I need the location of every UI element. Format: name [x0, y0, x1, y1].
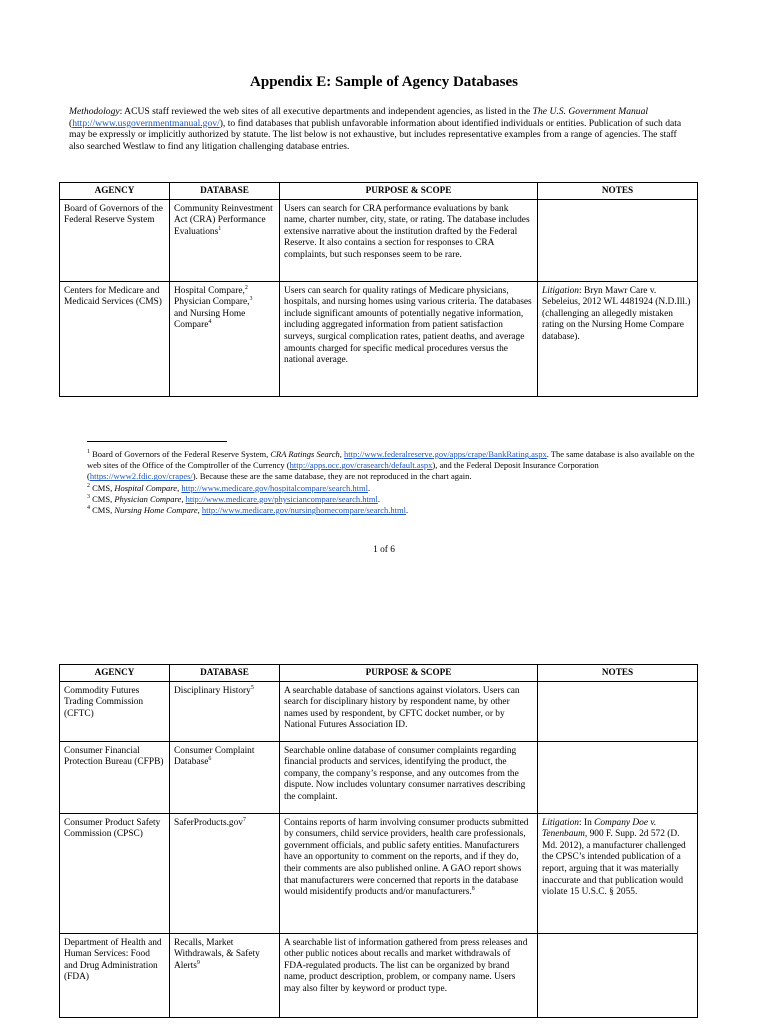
footnote-2 [69, 483, 697, 494]
footnote-ref: 1 [218, 225, 222, 232]
footnote-title: CRA Ratings Search [270, 449, 340, 459]
footnotes [69, 449, 697, 516]
database-cell [170, 933, 280, 1017]
footnote-text: , [177, 482, 182, 493]
footnote-text: CMS, [90, 482, 115, 493]
table-row [60, 813, 698, 933]
agency-cell: Board of Governors of the Federal Reserve System [60, 199, 170, 281]
footnote-link[interactable]: http://www.medicare.gov/physiciancompare/search.html [185, 493, 378, 504]
footnote-ref: 7 [243, 816, 246, 823]
database-cell [170, 741, 280, 813]
page-separator [0, 600, 768, 610]
notes-cell [538, 933, 698, 1017]
database-name: Consumer Complaint Database [174, 745, 255, 768]
agency-cell: Consumer Product Safety Commission (CPSC) [60, 813, 170, 933]
table-row [60, 681, 698, 741]
methodology-label: Methodology [69, 106, 120, 117]
methodology-text-2: ( [69, 117, 73, 129]
footnote-number: 2 [87, 482, 90, 489]
footnote-text: Board of Governors of the Federal Reserve System, [90, 449, 271, 459]
methodology-text-1: : ACUS staff reviewed the web sites of all executive departments and independent agencies, as listed in the [119, 106, 533, 117]
database-cell [170, 281, 280, 396]
agency-table-page-1 [59, 182, 698, 397]
notes-cell [538, 281, 698, 396]
footnote-ref: 4 [208, 319, 212, 326]
agency-table-page-2 [59, 664, 698, 1018]
footnote-title: Physician Compare [114, 493, 182, 504]
footnote-link[interactable]: http://www.medicare.gov/nursinghomecompare/search.html [201, 505, 406, 516]
notes-cell [538, 741, 698, 813]
purpose-cell [280, 681, 538, 741]
footnote-text: ), and the Federal Deposit Insurance Corporation ( [87, 460, 599, 482]
purpose-text: A searchable database of sanctions against violators. Users can search for disciplinary history by respondent name, by other names used by respondent, by CFTC docket number, or by National Futures Association ID. [284, 685, 520, 731]
header-notes: NOTES [538, 183, 698, 200]
case-name: Company Doe v. Tenenbaum [542, 817, 657, 840]
footnote-3 [69, 494, 697, 505]
notes-cell [538, 199, 698, 281]
database-cell [170, 681, 280, 741]
purpose-cell [280, 741, 538, 813]
database-name: Physician Compare, [174, 297, 250, 308]
agency-cell: Commodity Futures Trading Commission (CFTC) [60, 681, 170, 741]
header-purpose: PURPOSE & SCOPE [280, 665, 538, 682]
notes-label: Litigation [542, 817, 579, 828]
page-title: Appendix E: Sample of Agency Databases [250, 74, 518, 90]
footnote-4 [69, 505, 697, 516]
footnote-text: , [197, 505, 202, 516]
header-database: DATABASE [170, 183, 280, 200]
purpose-cell: Users can search for CRA performance evaluations by bank name, charter number, city, state, or rating. The database includes extensive narrative about the institution drafted by the Federal Reserve. It also contains a section for responses to CRA complaints, but such responses seem to be rare. [280, 199, 538, 281]
footnote-ref: 9 [196, 959, 200, 966]
footnote-1 [69, 449, 697, 483]
database-name: and Nursing Home Compare [174, 308, 246, 331]
database-cell [170, 199, 280, 281]
footnote-number: 4 [87, 505, 90, 512]
footnote-text: . [377, 493, 380, 504]
table-header-row [60, 183, 698, 200]
methodology-paragraph [69, 106, 689, 152]
database-name: Hospital Compare, [174, 285, 245, 296]
header-agency: AGENCY [60, 665, 170, 682]
manual-title: The U.S. Government Manual [532, 106, 649, 117]
agency-cell: Consumer Financial Protection Bureau (CFPB) [60, 741, 170, 813]
footnote-link[interactable]: http://apps.occ.gov/crasearch/default.aspx [289, 460, 433, 471]
database-name: SaferProducts.gov [174, 817, 243, 828]
footnote-ref: 2 [244, 284, 248, 291]
footnote-text: , [339, 449, 345, 459]
header-purpose: PURPOSE & SCOPE [280, 183, 538, 200]
agency-cell: Centers for Medicare and Medicaid Services (CMS) [60, 281, 170, 396]
footnote-text: ). Because these are the same database, they are not reproduced in the chart again. [192, 471, 472, 482]
notes-text: , 900 F. Supp. 2d 572 (D. Md. 2012), a manufacturer challenged the CPSC’s intended publication of a report, arguing that it was materially inaccurate and that publication would violate 15 U.S.C. § 2055. [542, 829, 686, 898]
footnote-link[interactable]: http://www.federalreserve.gov/apps/crape/BankRating.aspx [344, 449, 547, 459]
manual-link[interactable]: http://www.usgovernmentmanual.gov/ [72, 117, 220, 129]
document-page-2 [0, 610, 768, 1024]
purpose-cell [280, 933, 538, 1017]
page-number: 1 of 6 [373, 545, 395, 555]
notes-cell [538, 681, 698, 741]
table-row [60, 281, 698, 396]
footnote-title: Hospital Compare [114, 482, 178, 493]
footnote-ref: 6 [208, 756, 212, 763]
purpose-text: Contains reports of harm involving consumer products submitted by consumers, child service providers, health care professionals, government officials, and public safety entities. Manufacturers have an opportunity to comment on the reports, and if they do, their comments are also published online. A GAO report shows that manufacturers were concerned that reports in the database would misidentify products and/or manufacturers. [284, 817, 529, 898]
footnote-number: 3 [87, 493, 90, 500]
footnote-text: . [405, 505, 409, 516]
footnote-divider [87, 441, 227, 442]
notes-cell [538, 813, 698, 933]
footnote-ref: 5 [250, 684, 254, 691]
footnote-text: CMS, [90, 493, 115, 504]
header-notes: NOTES [538, 665, 698, 682]
purpose-cell: Users can search for quality ratings of Medicare physicians, hospitals, and nursing homes using various criteria. The databases include significant amounts of potentially negative information, including aggregated information from patient satisfaction surveys, surgical complication rates, patient deaths, and average amounts charged for specific medical procedures versus the national average. [280, 281, 538, 396]
footnote-ref: 8 [471, 886, 475, 893]
database-name: Community Reinvestment Act (CRA) Performance Evaluations [174, 203, 273, 237]
footnote-text: CMS, [90, 505, 115, 516]
footnote-text: . [367, 482, 371, 493]
purpose-cell [280, 813, 538, 933]
table-row [60, 933, 698, 1017]
table-row [60, 741, 698, 813]
footnote-number: 1 [87, 449, 90, 456]
footnote-text: . The same database is also available on the web sites of the Office of the Comptroller of the Currency ( [87, 449, 695, 471]
footnote-link[interactable]: http://www.medicare.gov/hospitalcompare/search.html [181, 482, 368, 493]
footnote-text: , [181, 493, 186, 504]
database-cell [170, 813, 280, 933]
footnote-ref: 3 [249, 296, 253, 303]
table-header-row [60, 665, 698, 682]
footnote-title: Nursing Home Compare [114, 505, 198, 516]
notes-label: Litigation [542, 285, 579, 296]
notes-text: : Bryn Mawr Care v. Sebeleius, 2012 WL 4481924 (N.D.Ill.) (challenging an allegedly mistaken rating on the Nursing Home Compare database). [542, 285, 691, 342]
purpose-text: Searchable online database of consumer complaints regarding financial products and services, identifying the product, the company, the company’s response, and any outcomes from the dispute. Now includes voluntary consumer narratives describing the complaint. [284, 745, 526, 802]
footnote-link[interactable]: https://www2.fdic.gov/crapes/ [89, 471, 193, 482]
agency-cell: Department of Health and Human Services: Food and Drug Administration (FDA) [60, 933, 170, 1017]
methodology-text-3: ), to find databases that publish unfavorable information about identified individuals or entities. Publication of such data may be expressly or implicitly authorized by statute. The list below is not exhaustive, but includes representative examples from a range of agencies. The staff also searched Westlaw to find any litigation challenging database entries. [69, 117, 682, 152]
table-row [60, 199, 698, 281]
header-agency: AGENCY [60, 183, 170, 200]
database-name: Recalls, Market Withdrawals, & Safety Alerts [174, 937, 260, 971]
header-database: DATABASE [170, 665, 280, 682]
purpose-text: A searchable list of information gathered from press releases and other public notices about recalls and market withdrawals of FDA-regulated products. The list can be organized by brand name, product description, problem, or company name. Users may also filter by keyword or product type. [284, 937, 528, 994]
notes-text: : In [579, 817, 595, 828]
database-name: Disciplinary History [174, 685, 251, 696]
